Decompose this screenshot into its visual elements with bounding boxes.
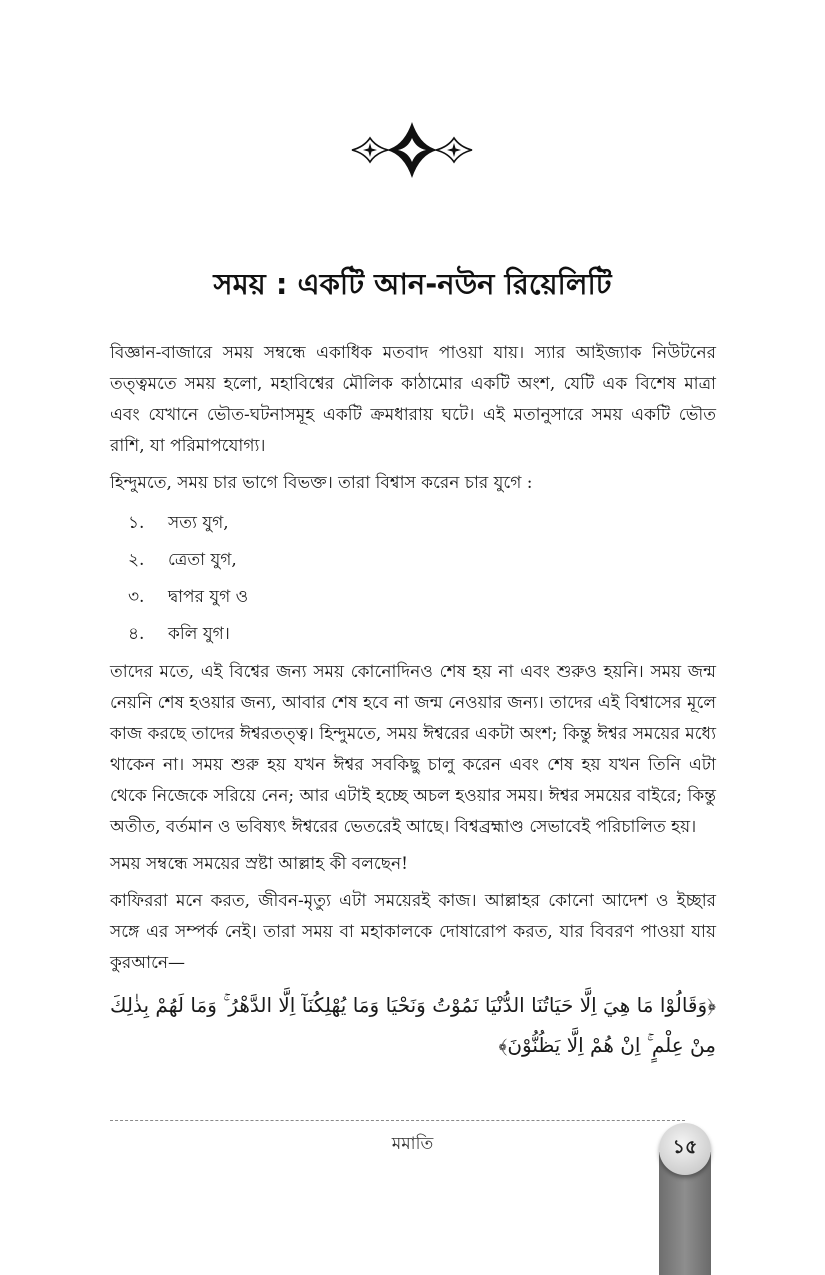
list-item: ৩. দ্বাপর যুগ ও xyxy=(128,587,249,607)
paragraph-hindu-belief: তাদের মতে, এই বিশ্বের জন্য সময় কোনোদিনও শেষ হয় না এবং শুরুও হয়নি। সময় জন্ম নেয়নি শেষ হওয়ার জন্য, আবার শেষ হবে না জন্ম নেওয়ার জন্য। তাদের এই বিশ্বাসের মূলে কাজ করছে তাদের ঈশ্বরতত্ত্ব। হিন্দুমতে, সময় ঈশ্বরের একটা অংশ; কিন্তু ঈশ্বর সময়ের মধ্যে থাকেন না। সময় শুরু হয় যখন ঈশ্বর সবকিছু চালু করেন এবং শেষ হয় যখন তিনি এটা থেকে নিজেকে সরিয়ে নেন; আর এটাই হচ্ছে অচল হওয়ার সময়। ঈশ্বর সময়ের বাইরে; কিন্তু অতীত, বর্তমান ও ভবিষ্যৎ ঈশ্বরের ভেতরেই আছে। বিশ্বব্রহ্মাণ্ড সেভাবেই পরিচালিত হয়। xyxy=(110,662,716,837)
list-item: ৪. কলি যুগ। xyxy=(128,624,230,644)
paragraph-kafir: কাফিররা মনে করত, জীবন-মৃত্যু এটা সময়েরই কাজ। আল্লাহর কোনো আদেশ ও ইচ্ছার সঙ্গে এর সম্পর্ক নেই। তারা সময় বা মহাকালকে দোষারোপ করত, যার বিবরণ পাওয়া যায় কুরআনে— xyxy=(110,891,716,973)
paragraph-intro: বিজ্ঞান-বাজারে সময় সম্বন্ধে একাধিক মতবাদ পাওয়া যায়। স্যার আইজ্যাক নিউটনের তত্ত্বমতে সময় হলো, মহাবিশ্বের মৌলিক কাঠামোর একটি অংশ, যেটি এক বিশেষ মাত্রা এবং যেখানে ভৌত-ঘটনাসমূহ একটি ক্রমধারায় ঘটে। এই মতানুসারে সময় একটি ভৌত রাশি, যা পরিমাপযোগ্য। xyxy=(110,343,716,456)
body-text xyxy=(110,338,716,1065)
four-point-star-ornament-icon xyxy=(346,118,478,182)
footer-divider xyxy=(110,1120,685,1121)
list-item: ১. সত্য যুগ, xyxy=(128,513,229,533)
yuga-list xyxy=(110,505,716,653)
footer-book-title: মমাতি xyxy=(391,1134,434,1154)
paragraph-question: সময় সম্বন্ধে সময়ের স্রষ্টা আল্লাহ কী বলছেন! xyxy=(110,854,409,874)
quran-verse: ﴿وَقَالُوْا مَا هِيَ اِلَّا حَيَاتُنَا الدُّنْيَا نَمُوْتُ وَنَحْيَا وَمَا يُهْلِكُنَآ اِلَّا الدَّهْرُ ۚ وَمَا لَهُمْ بِذٰلِكَ مِنْ عِلْمٍ ۚ اِنْ هُمْ اِلَّا يَظُنُّوْنَ﴾ xyxy=(110,993,716,1057)
page-title: সময় : একটি আন-নউন রিয়েলিটি xyxy=(213,267,612,301)
paragraph-hindu-view: হিন্দুমতে, সময় চার ভাগে বিভক্ত। তারা বিশ্বাস করেন চার যুগে : xyxy=(110,473,533,493)
page-number: ১৫ xyxy=(659,1123,711,1175)
list-item: ২. ত্রেতা যুগ, xyxy=(128,550,237,570)
